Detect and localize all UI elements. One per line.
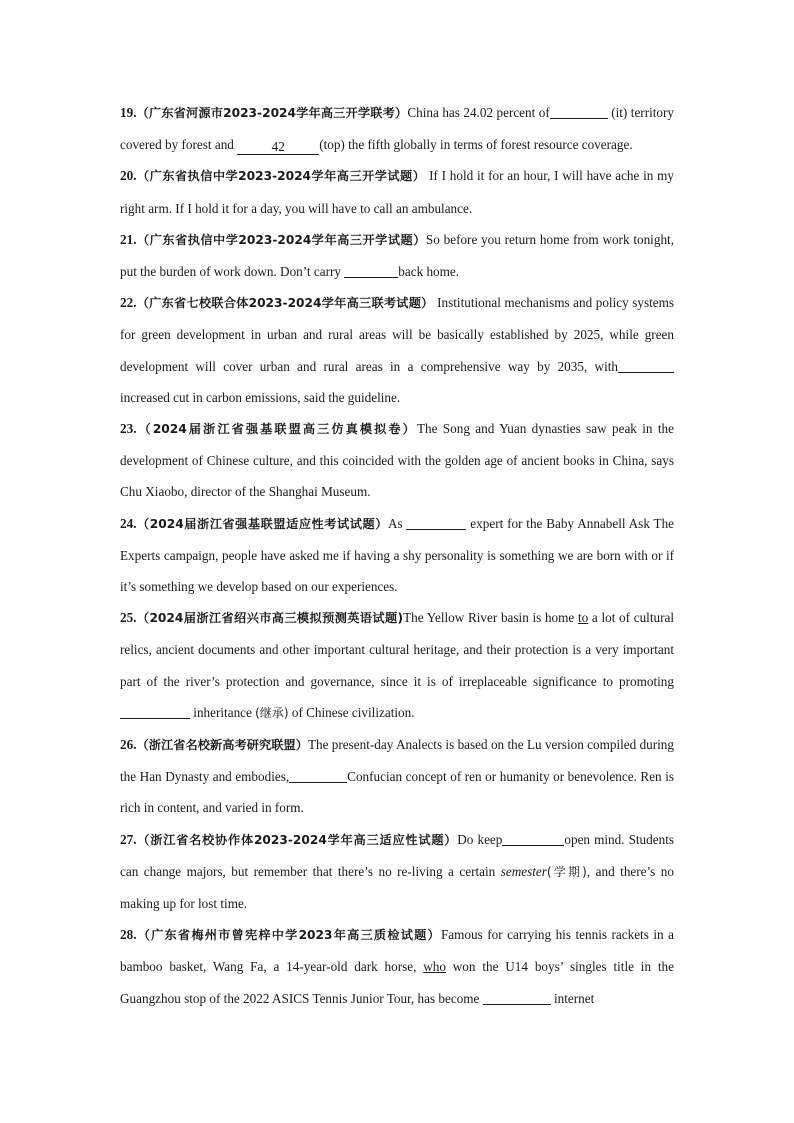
question-text: Famous for carrying his tennis rackets in a bamboo basket, Wang Fa, a 14-year-old dark horse, (120, 927, 674, 975)
question-23 (120, 413, 674, 508)
question-text: back home. (398, 264, 460, 280)
question-number: 22. (120, 295, 137, 311)
chinese-gloss: (学期) (546, 864, 587, 879)
underlined-word: to (577, 610, 589, 626)
answer-blank[interactable] (120, 704, 190, 719)
question-text: expert for the Baby Annabell Ask The Experts campaign, people have asked me if having a shy personality is something we are born with or if it’s something we develop based on our experiences. (120, 515, 675, 595)
question-source: （广东省梅州市曾宪梓中学2023年高三质检试题） (136, 928, 441, 943)
question-source: （广东省河源市2023-2024学年高三开学联考） (136, 106, 408, 120)
question-text: So before you return home from work tonight, put the burden of work down. Don’t carry (120, 231, 674, 280)
question-26 (120, 729, 674, 824)
question-24 (120, 508, 674, 603)
question-text: Institutional mechanisms and policy systems for green development in urban and rural areas will be basically established by 2025, while green development will cover urban and rural areas in a comprehensive way by 2035, with (120, 295, 674, 374)
chinese-gloss: (继承) (255, 705, 289, 720)
question-text: The present-day Analects is based on the Lu version compiled during the Han Dynasty and embodies, (120, 737, 674, 785)
question-number: 27. (120, 831, 137, 847)
question-source: （广东省执信中学2023-2024学年高三开学试题） (136, 169, 426, 184)
question-22 (120, 287, 674, 413)
question-number: 19. (120, 105, 137, 120)
question-number: 23. (120, 421, 137, 437)
question-source: （浙江省名校协作体2023-2024学年高三适应性试题） (136, 832, 458, 847)
answer-blank[interactable] (344, 263, 398, 278)
question-text: increased cut in carbon emissions, said the guideline. (120, 389, 401, 405)
answer-blank[interactable] (618, 358, 674, 373)
question-21 (120, 224, 674, 287)
question-number: 24. (120, 515, 137, 531)
question-source: （广东省执信中学2023-2024学年高三开学试题） (136, 232, 426, 247)
answer-blank[interactable] (289, 768, 347, 783)
question-source: （广东省七校联合体2023-2024学年高三联考试题） (136, 296, 434, 311)
question-text: inheritance (190, 704, 256, 720)
answer-blank[interactable] (502, 831, 564, 846)
answer-blank[interactable] (406, 515, 466, 530)
question-text: won the U14 boys’ singles title in the Guangzhou stop of the 2022 ASICS Tennis Junior Tour, has become (120, 959, 675, 1006)
question-text: If I hold it for an hour, I will have ache in my right arm. If I hold it for a day, you will have to call an ambulance. (120, 168, 674, 216)
question-text: open mind. Students can change majors, but remember that there’s no re-living a certain (120, 831, 674, 879)
question-28 (120, 919, 674, 1014)
answer-blank-filled: 42 (237, 140, 319, 155)
question-25 (120, 602, 674, 729)
question-number: 28. (120, 927, 137, 943)
question-19 (120, 97, 674, 160)
question-source: （2024届浙江省绍兴市高三模拟预测英语试题) (136, 611, 404, 626)
underlined-word: who (423, 959, 446, 975)
question-number: 20. (120, 168, 137, 184)
question-number: 25. (120, 610, 137, 626)
question-text: , and there’s no making up for lost time. (120, 863, 674, 912)
question-number: 21. (120, 231, 137, 247)
question-text: As (387, 515, 407, 531)
question-text: (top) the fifth globally in terms of forest resource coverage. (319, 137, 633, 153)
question-20 (120, 160, 674, 223)
answer-blank[interactable] (550, 104, 608, 119)
question-source: （2024届浙江省强基联盟高三仿真模拟卷） (136, 422, 417, 437)
question-27 (120, 824, 674, 920)
question-text: internet (550, 990, 595, 1006)
question-number: 26. (120, 737, 137, 753)
question-text: Do keep (457, 831, 503, 847)
question-text: a lot of cultural relics, ancient documents and other important cultural heritage, and their protection is a very important part of the river’s protection and governance, since it is of irreplaceable significance to promoting (120, 610, 674, 689)
answer-blank[interactable] (483, 990, 551, 1005)
question-source: （浙江省名校新高考研究联盟） (136, 738, 308, 753)
italic-word: semester (500, 863, 547, 879)
question-text: (it) territory covered by forest and (120, 105, 674, 153)
question-text: The Song and Yuan dynasties saw peak in the development of Chinese culture, and this coincided with the golden age of ancient books in China, says Chu Xiaobo, director of the Shanghai Museum. (120, 421, 674, 500)
question-text: China has 24.02 percent of (407, 105, 550, 120)
question-text: The Yellow River basin is home (403, 610, 578, 626)
question-text: of Chinese civilization. (288, 704, 415, 720)
question-text: Confucian concept of ren or humanity or benevolence. Ren is rich in content, and varied in form. (120, 769, 675, 816)
question-source: （2024届浙江省强基联盟适应性考试试题） (136, 516, 388, 531)
